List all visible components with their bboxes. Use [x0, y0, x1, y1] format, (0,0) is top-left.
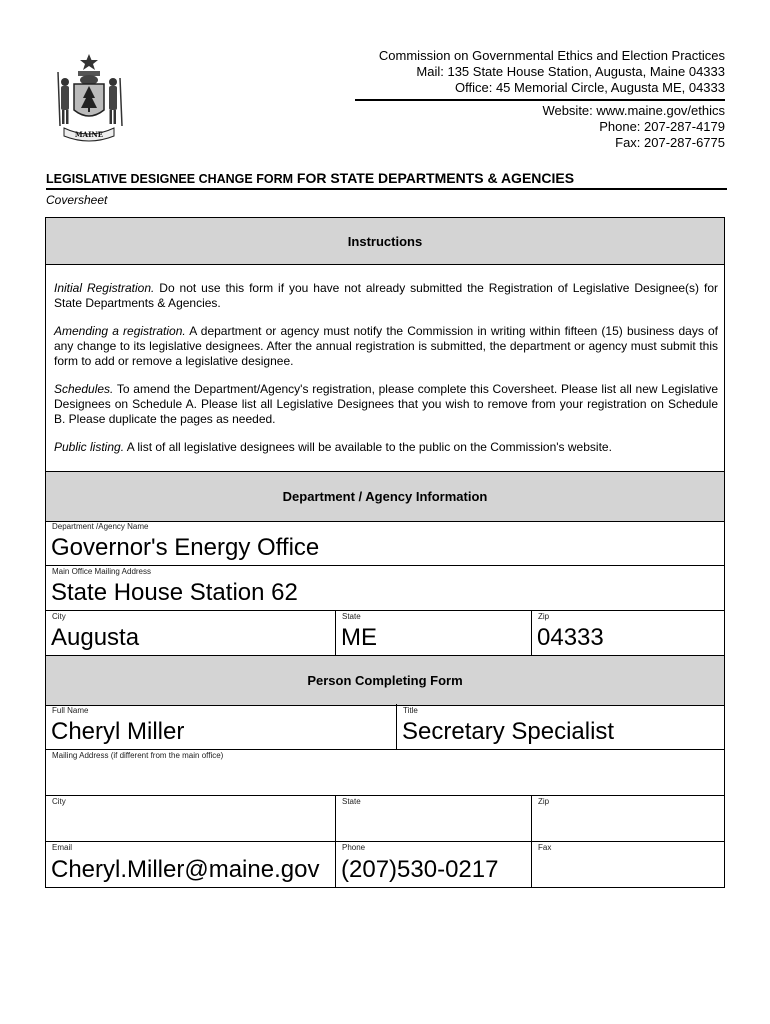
email-field[interactable] — [46, 841, 335, 887]
commission-name: Commission on Governmental Ethics and Election Practices — [378, 48, 725, 63]
person-location-row — [46, 795, 724, 842]
person-mailing-label: Mailing Address (if different from the main office) — [52, 751, 224, 760]
instructions-body — [54, 281, 718, 468]
person-zip-field[interactable] — [531, 795, 724, 841]
website-text: Website: www.maine.gov/ethics — [542, 103, 725, 118]
maine-state-seal-icon — [52, 52, 126, 144]
department-name-row — [46, 520, 724, 566]
title-divider — [46, 188, 727, 190]
mail-address: Mail: 135 State House Station, Augusta, Maine 04333 — [416, 64, 725, 79]
department-zip-value: 04333 — [537, 624, 604, 651]
commission-contact-block — [305, 103, 725, 151]
phone-label: Phone — [342, 843, 366, 852]
main-address-value: State House Station 62 — [51, 579, 298, 606]
main-address-row — [46, 565, 724, 611]
department-section-heading: Department / Agency Information — [46, 471, 724, 522]
fax-label: Fax — [538, 843, 552, 852]
email-label: Email — [52, 843, 73, 852]
person-name-row — [46, 704, 724, 750]
person-contact-row — [46, 841, 724, 887]
department-city-label: City — [52, 612, 66, 621]
instruction-item: Public listing. A list of all legislative designees will be available to the public on the Commission's website. — [54, 440, 612, 454]
department-name-field[interactable] — [46, 520, 724, 565]
commission-address-block — [305, 48, 725, 96]
main-address-label: Main Office Mailing Address — [52, 567, 152, 576]
person-state-label: State — [342, 797, 361, 806]
department-location-row — [46, 610, 724, 655]
title-field[interactable] — [396, 704, 724, 749]
instruction-item: Initial Registration. Do not use this form if you have not already submitted the Registration of Legislative Designee(s) for State Departments & Agencies. — [54, 281, 718, 310]
full-name-field[interactable] — [46, 704, 396, 749]
form-title — [46, 170, 574, 186]
person-mailing-row — [46, 749, 724, 796]
fax-text: Fax: 207-287-6775 — [615, 135, 725, 150]
department-state-field[interactable] — [335, 610, 532, 655]
instruction-item: Schedules. To amend the Department/Agency's registration, please complete this Coversheet. Please list all new Legislative Designees on Schedule A. Please list all Legislative Designees that you wish to remove from your registration on Schedule B. Please duplicate the pages as needed. — [54, 382, 718, 426]
form-subtitle: Coversheet — [46, 193, 108, 207]
title-value: Secretary Specialist — [402, 718, 615, 745]
full-name-value: Cheryl Miller — [51, 718, 185, 745]
form-box — [45, 217, 725, 888]
person-city-field[interactable] — [46, 795, 335, 841]
office-address: Office: 45 Memorial Circle, Augusta ME, 04333 — [455, 80, 725, 95]
department-state-value: ME — [341, 624, 377, 651]
department-city-value: Augusta — [51, 624, 140, 651]
full-name-label: Full Name — [52, 706, 89, 715]
department-city-field[interactable] — [46, 610, 335, 655]
seal-lettering: MAINE — [74, 130, 104, 139]
phone-field[interactable] — [335, 841, 532, 887]
department-state-label: State — [342, 612, 361, 621]
department-zip-label: Zip — [538, 612, 550, 621]
person-section-heading: Person Completing Form — [46, 655, 724, 706]
person-mailing-field[interactable] — [46, 749, 724, 795]
title-label: Title — [403, 706, 418, 715]
phone-value: (207)530-0217 — [341, 856, 499, 883]
fax-field[interactable] — [531, 841, 724, 887]
person-zip-label: Zip — [538, 797, 550, 806]
instruction-item: Amending a registration. A department or agency must notify the Commission in writing within fifteen (15) business days of any change to its legislative designees. After the annual registration is submitted, the department or agency must submit this form to add or remove a legislative designee. — [54, 324, 718, 368]
instructions-heading: Instructions — [46, 218, 724, 265]
person-state-field[interactable] — [335, 795, 532, 841]
phone-text: Phone: 207-287-4179 — [599, 119, 725, 134]
form-title-part1: LEGISLATIVE DESIGNEE CHANGE FORM — [46, 172, 294, 186]
email-value: Cheryl.Miller@maine.gov — [51, 856, 320, 883]
main-address-field[interactable] — [46, 565, 724, 610]
form-title-part2: FOR STATE DEPARTMENTS & AGENCIES — [296, 170, 575, 186]
person-city-label: City — [52, 797, 66, 806]
department-zip-field[interactable] — [531, 610, 724, 655]
department-name-label: Department /Agency Name — [52, 522, 149, 531]
header-divider — [355, 99, 725, 101]
department-name-value: Governor's Energy Office — [51, 534, 320, 561]
